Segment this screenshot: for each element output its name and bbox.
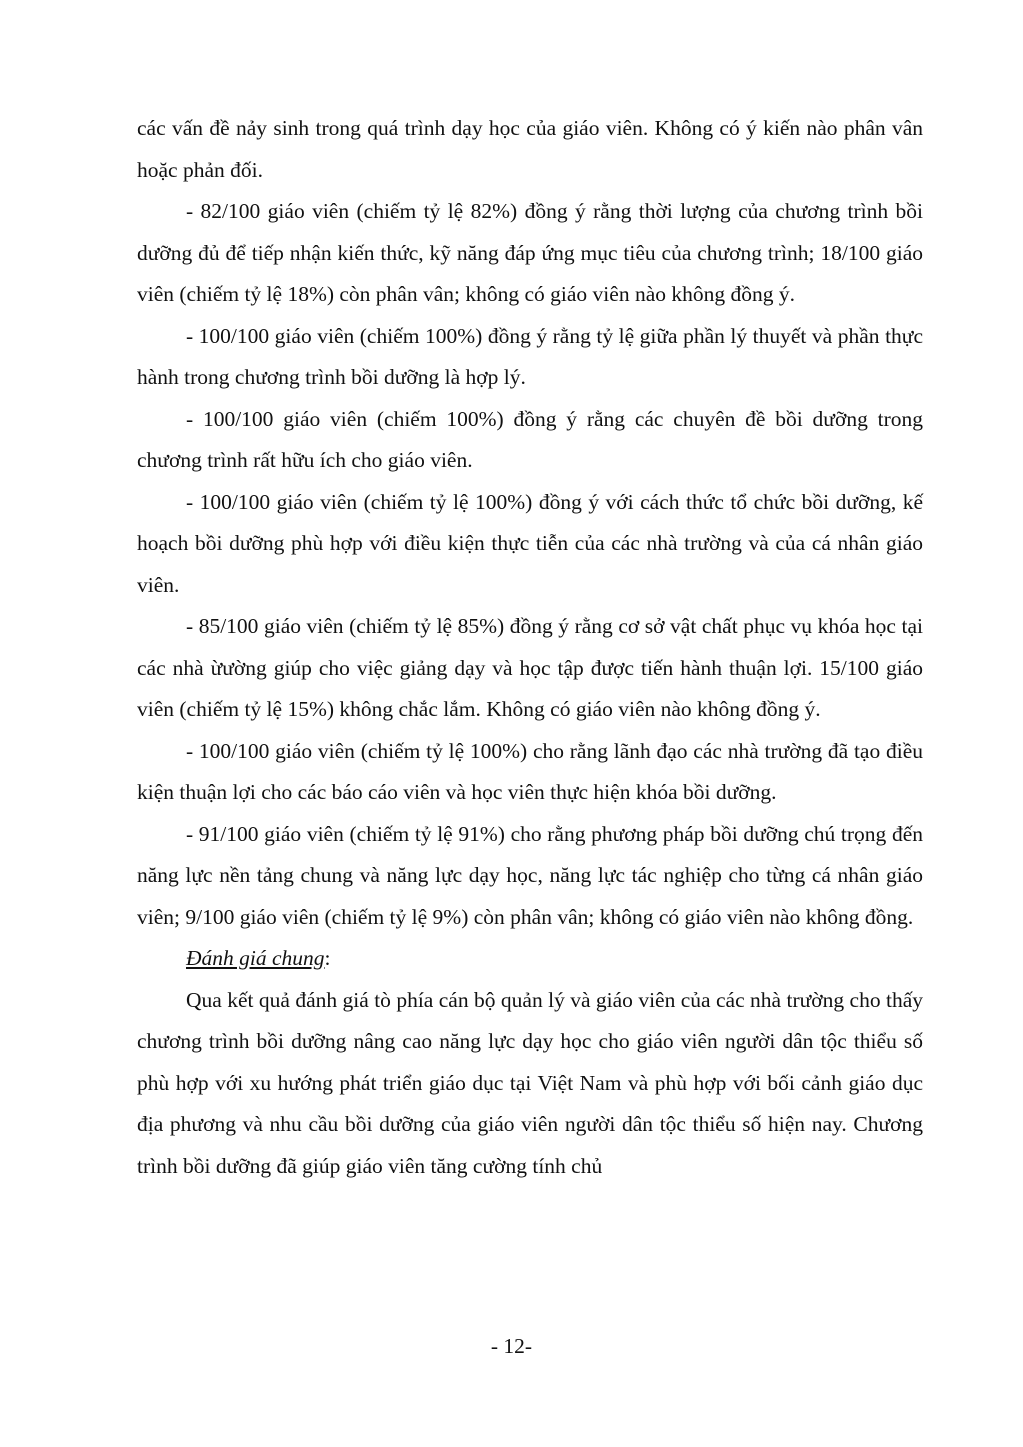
section-subheading <box>137 938 923 980</box>
bullet-paragraph: - 100/100 giáo viên (chiếm 100%) đồng ý rằng tỷ lệ giữa phần lý thuyết và phần thực hành trong chương trình bồi dưỡng là hợp lý. <box>137 323 923 389</box>
bullet-paragraph: - 82/100 giáo viên (chiếm tỷ lệ 82%) đồng ý rằng thời lượng của chương trình bồi dưỡng đủ để tiếp nhận kiến thức, kỹ năng đáp ứng mục tiêu của chương trình; 18/100 giáo viên (chiếm tỷ lệ 18%) còn phân vân; không có giáo viên nào không đồng ý. <box>137 199 923 306</box>
bullet-paragraph: - 91/100 giáo viên (chiếm tỷ lệ 91%) cho rằng phương pháp bồi dưỡng chú trọng đến năng lực nền tảng chung và năng lực dạy học, năng lực tác nghiệp cho từng cá nhân giáo viên; 9/100 giáo viên (chiếm tỷ lệ 9%) còn phân vân; không có giáo viên nào không đồng. <box>137 821 923 929</box>
bullet-paragraph: - 100/100 giáo viên (chiếm tỷ lệ 100%) cho rằng lãnh đạo các nhà trường đã tạo điều kiện thuận lợi cho các báo cáo viên và học viên thực hiện khóa bồi dưỡng. <box>137 738 923 804</box>
bullet-paragraph: - 100/100 giáo viên (chiếm 100%) đồng ý rằng các chuyên đề bồi dưỡng trong chương trình rất hữu ích cho giáo viên. <box>137 406 923 472</box>
bullet-paragraph: - 85/100 giáo viên (chiếm tỷ lệ 85%) đồng ý rằng cơ sở vật chất phục vụ khóa học tại các nhà ừường giúp cho việc giảng dạy và học tập được tiến hành thuận lợi. 15/100 giáo viên (chiếm tỷ lệ 15%) không chắc lắm. Không có giáo viên nào không đồng ý. <box>137 614 923 721</box>
bullet-paragraph: - 100/100 giáo viên (chiếm tỷ lệ 100%) đồng ý với cách thức tổ chức bồi dưỡng, kế hoạch bồi dưỡng phù hợp với điều kiện thực tiễn của các nhà trường và của cá nhân giáo viên. <box>137 489 923 597</box>
document-page <box>137 108 923 1187</box>
subheading-colon: : <box>324 946 331 970</box>
body-paragraph: các vấn đề nảy sinh trong quá trình dạy học của giáo viên. Không có ý kiến nào phân vân hoặc phản đối. <box>137 116 923 182</box>
subheading-label: Đánh giá chung <box>186 946 325 970</box>
conclusion-paragraph: Qua kết quả đánh giá tò phía cán bộ quản lý và giáo viên của các nhà trường cho thấy chương trình bồi dưỡng nâng cao năng lực dạy học cho giáo viên người dân tộc thiểu số phù hợp với xu hướng phát triển giáo dục tại Việt Nam và phù hợp với bối cảnh giáo dục địa phương và nhu cầu bồi dưỡng của giáo viên người dân tộc thiểu số hiện nay. Chương trình bồi dưỡng đã giúp giáo viên tăng cường tính chủ <box>137 987 923 1178</box>
page-number: - 12- <box>490 1334 533 1358</box>
